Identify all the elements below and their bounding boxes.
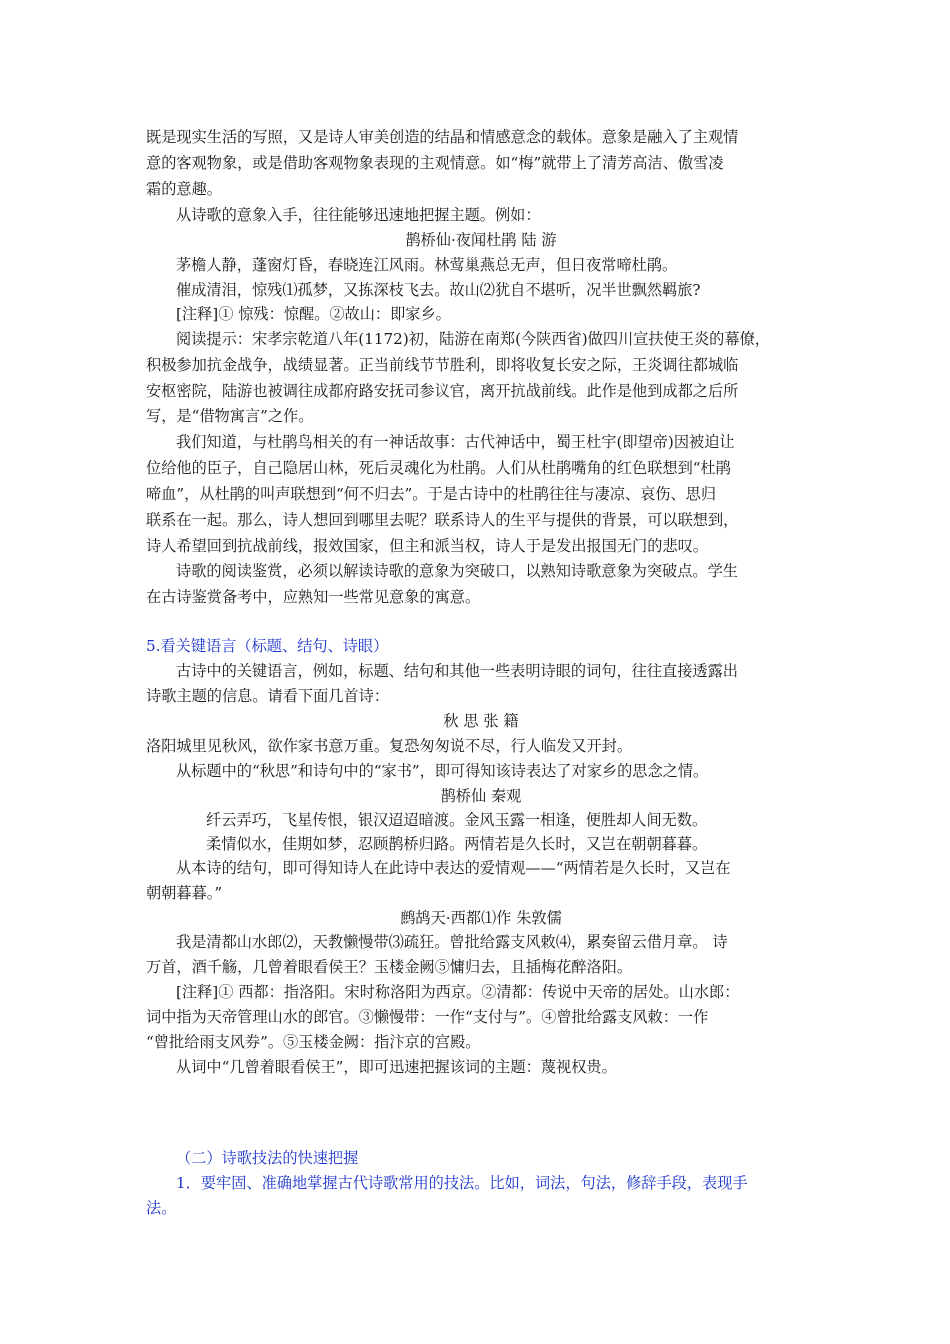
- poem-title-queqiaoxian-qinguan: 鹊桥仙 秦观: [440, 787, 522, 805]
- poem-annotation: 词中指为天帝管理山水的郎官。③懒慢带：一作“支付与”。④曾批给露支风敕：一作: [146, 1008, 709, 1026]
- paragraph-line: 联系在一起。那么，诗人想回到哪里去呢？联系诗人的生平与提供的背景，可以联想到，: [146, 511, 739, 529]
- poem-title-queqiaoxian-luyou: 鹊桥仙·夜闻杜鹃 陆 游: [405, 231, 557, 249]
- poem-line: 柔情似水，佳期如梦，忍顾鹊桥归路。两情若是久长时，又岂在朝朝暮暮。: [206, 835, 708, 853]
- paragraph-line: 位给他的臣子，自己隐居山林，死后灵魂化为杜鹃。人们从杜鹃嘴角的红色联想到“杜鹃: [146, 459, 731, 477]
- poem-line: 纤云弄巧，飞星传恨，银汉迢迢暗渡。金风玉露一相逢，便胜却人间无数。: [206, 811, 708, 829]
- part-2-line: 法。: [146, 1199, 177, 1217]
- poem-line: 我是清都山水郎⑵，天教懒慢带⑶疏狂。曾批给露支风敕⑷，累奏留云借月章。 诗: [176, 933, 728, 951]
- poem-line: 万首，酒千觞，几曾着眼看侯王？玉楼金阙⑤慵归去，且插梅花醉洛阳。: [146, 958, 632, 976]
- poem-line: 茅檐人静，蓬窗灯昏，春晓连江风雨。林莺巢燕总无声，但日夜常啼杜鹃。: [176, 256, 678, 274]
- reading-hint-line: 写，是“借物寓言”之作。: [146, 407, 314, 425]
- paragraph-line: 我们知道，与杜鹃鸟相关的有一神话故事：古代神话中，蜀王杜宇(即望帝)因被迫让: [176, 433, 735, 451]
- reading-hint-line: 安枢密院，陆游也被调往成都府路安抚司参议官，离开抗战前线。此作是他到成都之后所: [146, 382, 739, 400]
- intro-line-1: 既是现实生活的写照，又是诗人审美创造的结晶和情感意念的载体。意象是融入了主观情: [146, 128, 739, 146]
- paragraph-line: 啼血”，从杜鹃的叫声联想到“何不归去”。于是古诗中的杜鹃往往与凄凉、哀伤、思归: [146, 485, 717, 503]
- commentary-line: 从标题中的“秋思”和诗句中的“家书”，即可得知该诗表达了对家乡的思念之情。: [176, 762, 709, 780]
- paragraph-line: 古诗中的关键语言，例如，标题、结句和其他一些表明诗眼的词句，往往直接透露出: [176, 662, 738, 680]
- poem-title-zhegutian: 鹧鸪天·西都⑴作 朱敦儒: [400, 909, 562, 927]
- intro-line-4: 从诗歌的意象入手，往往能够迅速地把握主题。例如：: [176, 206, 541, 224]
- poem-title-qiusi: 秋 思 张 籍: [443, 712, 519, 730]
- commentary-line: 朝朝暮暮。”: [146, 884, 223, 902]
- poem-annotation: [注释]① 西都：指洛阳。宋时称洛阳为西京。②清都：传说中天帝的居处。山水郎：: [176, 983, 740, 1001]
- poem-annotation: [注释]① 惊残：惊醒。②故山：即家乡。: [176, 305, 451, 323]
- conclusion-line: 在古诗鉴赏备考中，应熟知一些常见意象的寓意。: [146, 588, 481, 606]
- reading-hint-line: 积极参加抗金战争，战绩显著。正当前线节节胜利，即将收复长安之际，王炎调往都城临: [146, 356, 739, 374]
- poem-annotation: “曾批给雨支风券”。⑤玉楼金阙：指汴京的宫殿。: [146, 1033, 481, 1051]
- paragraph-line: 诗歌主题的信息。请看下面几首诗：: [146, 687, 389, 705]
- part-2-heading: （二）诗歌技法的快速把握: [176, 1149, 359, 1167]
- commentary-line: 从词中“几曾着眼看侯王”，即可迅速把握该词的主题：蔑视权贵。: [176, 1058, 617, 1076]
- part-2-line: 1．要牢固、准确地掌握古代诗歌常用的技法。比如，词法，句法，修辞手段，表现手: [176, 1174, 748, 1192]
- paragraph-line: 诗人希望回到抗战前线，报效国家，但主和派当权，诗人于是发出报国无门的悲叹。: [146, 537, 708, 555]
- section-5-heading: 5.看关键语言（标题、结句、诗眼）: [146, 637, 389, 655]
- conclusion-line: 诗歌的阅读鉴赏，必须以解读诗歌的意象为突破口，以熟知诗歌意象为突破点。学生: [176, 562, 738, 580]
- intro-line-2: 意的客观物象，或是借助客观物象表现的主观情意。如“梅”就带上了清芳高洁、傲雪凌: [146, 154, 724, 172]
- reading-hint: 阅读提示：宋孝宗乾道八年(1172)初，陆游在南郑(今陕西省)做四川宣扶使王炎的幕僚，: [176, 330, 770, 348]
- commentary-line: 从本诗的结句，即可得知诗人在此诗中表达的爱情观——“两情若是久长时，又岂在: [176, 859, 731, 877]
- poem-line: 洛阳城里见秋风，欲作家书意万重。复恐匆匆说不尽，行人临发又开封。: [146, 737, 632, 755]
- intro-line-3: 霜的意趣。: [146, 180, 222, 198]
- poem-line: 催成清泪，惊残⑴孤梦，又拣深枝飞去。故山⑵犹自不堪听，况半世飘然羁旅?: [176, 281, 701, 299]
